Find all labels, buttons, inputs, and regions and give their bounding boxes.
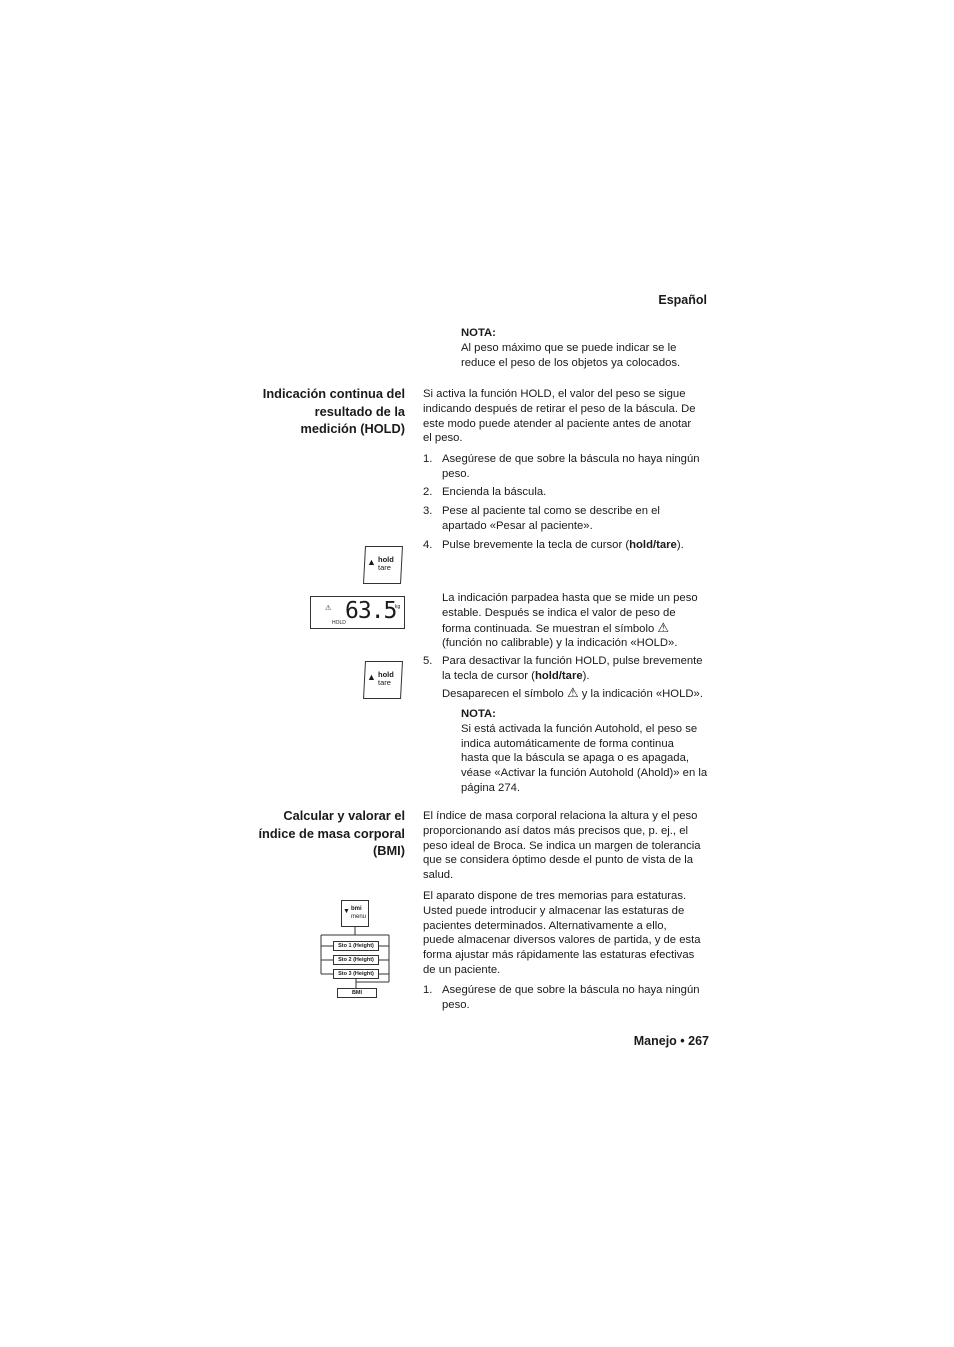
paragraph-line: forma continuada. Se muestran el símbolo: [442, 622, 655, 635]
hold-tare-key-icon: [364, 546, 402, 584]
page-footer: Manejo • 267: [633, 1034, 709, 1048]
note-line: indica automáticamente de forma continua: [461, 737, 674, 750]
warning-icon: ⚠: [325, 605, 332, 612]
list-text: Pulse brevemente la tecla de cursor (: [442, 539, 630, 551]
list-item: [423, 654, 718, 704]
paragraph-line: el peso.: [423, 432, 463, 445]
list-number: 2.: [423, 486, 433, 498]
heading-line: índice de masa corporal: [258, 825, 405, 841]
down-arrow-icon: ▼: [343, 908, 350, 915]
paragraph-line: Usted puede introducir y almacenar las estaturas de: [423, 904, 685, 917]
list-text: Asegúrese de que sobre la báscula no haya ningún: [442, 453, 700, 465]
bmi-menu-diagram: [318, 898, 398, 1000]
list-text: Para desactivar la función HOLD, pulse brevemente: [442, 655, 703, 667]
key-label: hold/tare: [629, 539, 677, 551]
paragraph-line: este modo puede atender al paciente antes de anotar: [423, 417, 692, 430]
paragraph-line: forma ajustar más rápidamente las estaturas efectivas: [423, 949, 695, 962]
paragraph-line: estable. Después se indica el valor de peso de: [442, 606, 676, 619]
menu-item-bmi: BMI: [337, 988, 377, 998]
key-label-hold: hold: [378, 555, 394, 564]
paragraph-line: La indicación parpadea hasta que se mide un peso: [442, 592, 698, 604]
heading-line: Indicación continua del: [262, 386, 405, 401]
list-text: Asegúrese de que sobre la báscula no haya ningún: [442, 984, 700, 996]
heading-line: resultado de la: [314, 403, 405, 419]
paragraph-line: salud.: [423, 869, 454, 882]
list-text: Pese al paciente tal como se describe en el: [442, 505, 660, 517]
note-title: NOTA:: [461, 708, 496, 720]
hold-tare-key-icon: [364, 661, 402, 699]
list-item: [423, 485, 713, 500]
key-label: hold/tare: [534, 669, 583, 682]
paragraph-line: Si activa la función HOLD, el valor del peso se sigue: [423, 388, 686, 400]
list-number: 1.: [423, 984, 433, 996]
paragraph-line: peso ideal de Broca. Se indica un margen de tolerancia: [423, 839, 701, 852]
key-label-tare: tare: [378, 678, 391, 687]
bmi-paragraph: [423, 809, 718, 883]
note-line: véase «Activar la función Autohold (Ahold)» en la: [461, 767, 708, 780]
list-text: apartado «Pesar al paciente».: [442, 519, 593, 532]
paragraph-line: de un paciente.: [423, 963, 501, 976]
list-text: Desaparecen el símbolo: [442, 687, 564, 700]
heading-line: Calcular y valorar el: [283, 808, 405, 823]
page-language: Español: [658, 293, 707, 307]
paragraph-line: El aparato dispone de tres memorias para estaturas.: [423, 890, 687, 902]
list-text: ).: [582, 669, 590, 682]
menu-item-sto2: Sto 2 (Height): [333, 955, 379, 965]
key-label-bmi: bmi: [351, 906, 362, 912]
menu-item-sto3: Sto 3 (Height): [333, 969, 379, 979]
bmi-menu-key-icon: [341, 900, 369, 927]
up-arrow-icon: ▲: [367, 557, 376, 567]
up-arrow-icon: ▲: [367, 672, 376, 682]
list-text: la tecla de cursor (: [442, 669, 535, 682]
list-text: y la indicación «HOLD».: [581, 687, 703, 700]
display-mode: HOLD: [332, 620, 346, 626]
heading-line: (BMI): [373, 843, 405, 858]
list-text: ).: [676, 539, 684, 551]
paragraph-line: El índice de masa corporal relaciona la altura y el peso: [423, 810, 698, 822]
warning-icon: ⚠: [566, 684, 579, 700]
key-label-hold: hold: [378, 670, 394, 679]
heading-line: medición (HOLD): [300, 421, 405, 436]
display-weight: 63.5: [345, 598, 397, 624]
key-label-tare: tare: [378, 563, 391, 572]
list-item: [423, 983, 718, 1013]
list-item: [423, 504, 713, 534]
bmi-paragraph: [423, 889, 718, 978]
note-line: página 274.: [461, 781, 521, 794]
list-number: 1.: [423, 453, 433, 465]
list-item: [423, 538, 713, 553]
list-number: 5.: [423, 655, 433, 667]
note-line: reduce el peso de los objetos ya colocados.: [461, 356, 681, 369]
paragraph-line: puede almacenar diversos valores de partida, y de esta: [423, 934, 701, 947]
key-label-menu: menu: [351, 914, 367, 920]
list-text: peso.: [442, 467, 470, 480]
paragraph-line: proporcionando así datos más precisos que, p. ej., el: [423, 824, 689, 837]
paragraph-line: pacientes determinados. Alternativamente a ello,: [423, 919, 667, 932]
list-number: 3.: [423, 505, 433, 517]
list-text: Encienda la báscula.: [442, 486, 547, 498]
list-item: [423, 452, 713, 482]
blink-paragraph: [442, 591, 717, 651]
list-text: peso.: [442, 998, 470, 1011]
note-line: Si está activada la función Autohold, el peso se: [461, 722, 698, 735]
hold-intro: [423, 387, 713, 446]
section-heading-hold: [205, 385, 405, 438]
paragraph-line: que se considera óptimo desde el punto de vista de la: [423, 854, 694, 867]
note-line: hasta que la báscula se apaga o es apagada,: [461, 752, 690, 765]
display-unit: kg: [395, 604, 401, 610]
menu-item-sto1: Sto 1 (Height): [333, 941, 379, 951]
paragraph-line: (función no calibrable) y la indicación «HOLD».: [442, 637, 678, 650]
paragraph-line: indicando después de retirar el peso de la báscula. De: [423, 402, 696, 415]
note-title: NOTA:: [461, 327, 496, 339]
section-heading-bmi: [205, 807, 405, 860]
note-box: [461, 707, 721, 796]
note-box: [461, 326, 721, 370]
scale-display: [310, 596, 405, 629]
list-number: 4.: [423, 539, 433, 551]
note-line: Al peso máximo que se puede indicar se le: [461, 341, 677, 354]
warning-icon: ⚠: [657, 619, 670, 635]
